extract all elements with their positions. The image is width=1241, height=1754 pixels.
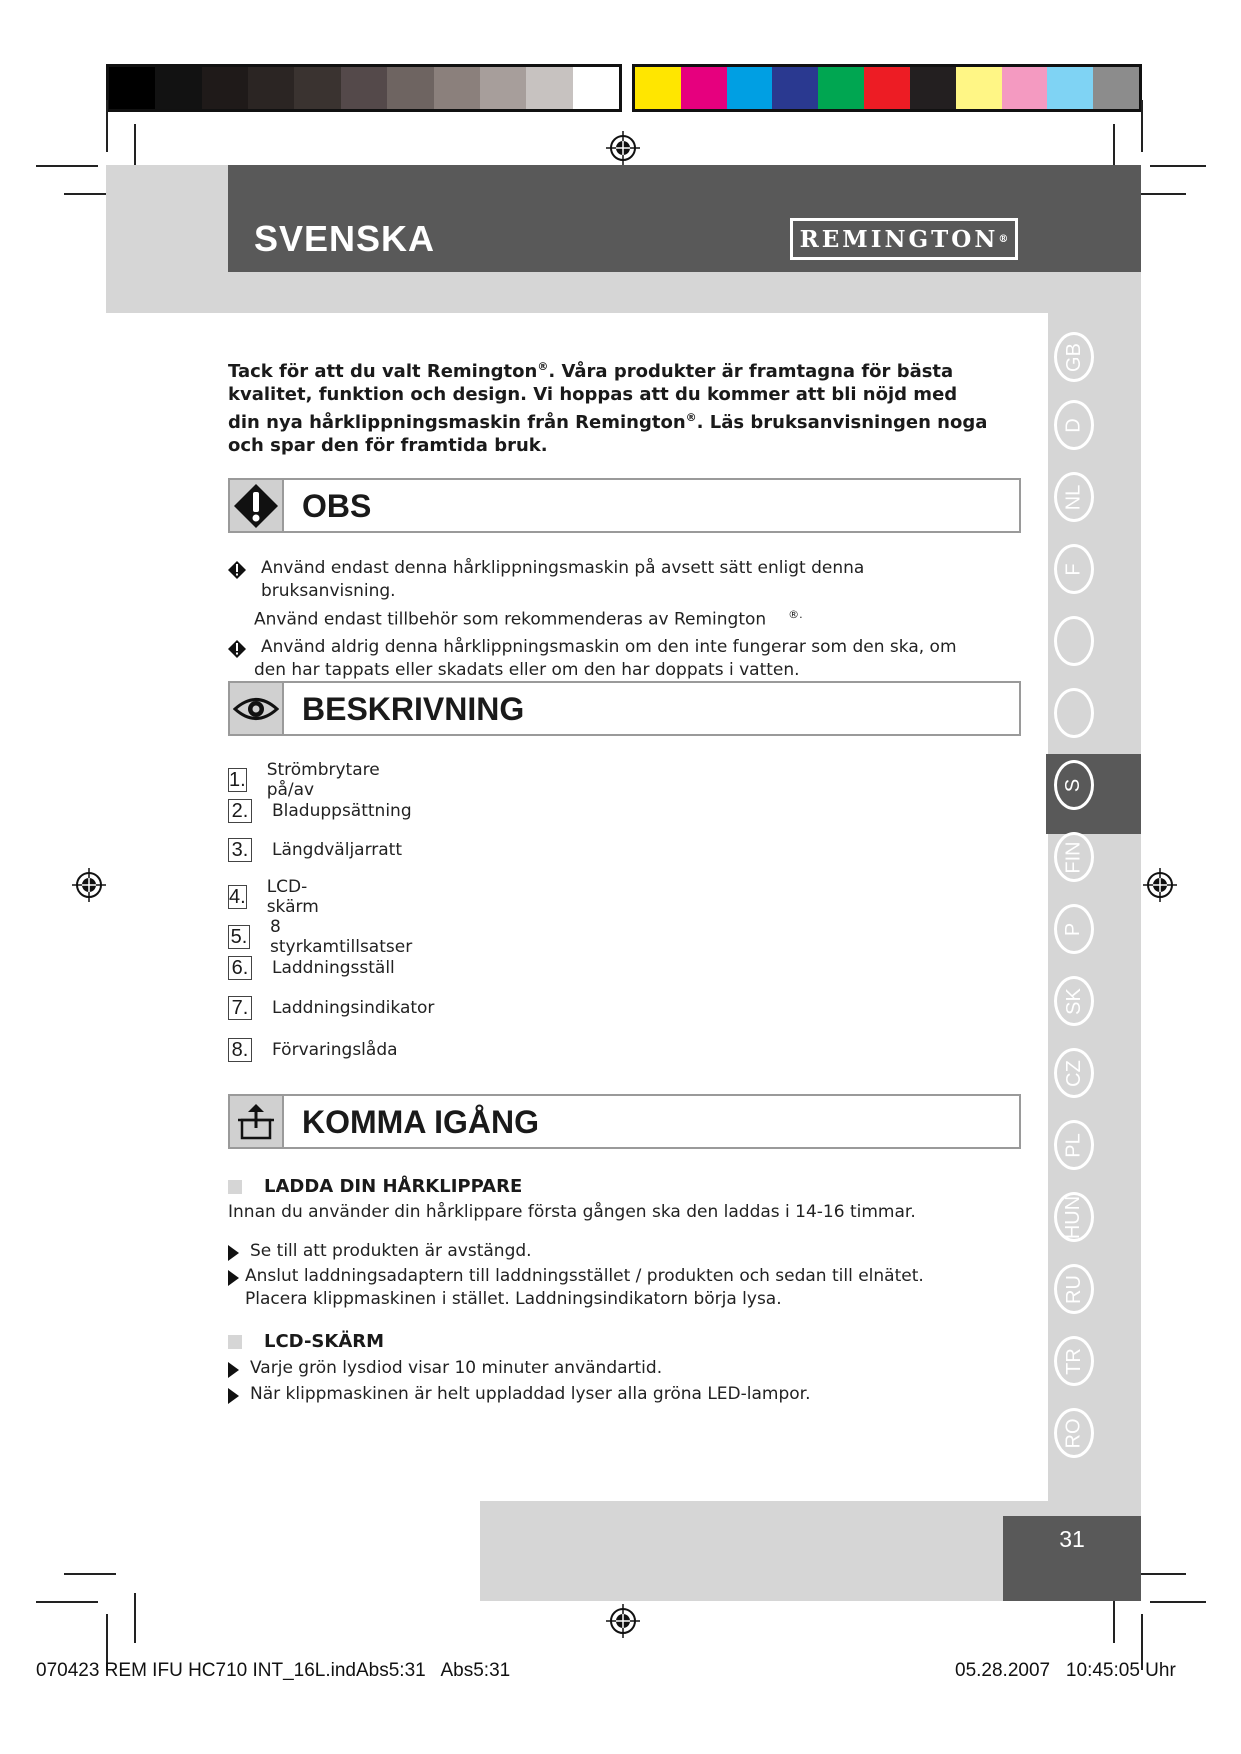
charge-steps [228, 1240, 988, 1311]
language-tab-p[interactable] [1054, 904, 1094, 954]
intro-reg-1: ® [537, 360, 549, 373]
list-item [228, 917, 414, 957]
language-tab-gb[interactable] [1054, 332, 1094, 382]
item-number: 3. [228, 838, 252, 862]
obs-bullet-2: Använd aldrig denna hårklippningsmaskin om den inte fungerar som den ska, om den har tappats eller skadats eller om den har doppats i vatten. [254, 636, 957, 680]
item-number: 8. [228, 1038, 252, 1062]
arrow-bullet-icon [228, 1270, 239, 1286]
item-label: Förvaringslåda [272, 1040, 398, 1060]
language-tab-label: RO [1062, 1418, 1085, 1448]
color-swatch [681, 67, 727, 109]
obs-bullet-1-text: Använd endast tillbehör som rekommenderas av Remington [254, 609, 767, 630]
warning-bullet-icon [228, 640, 246, 658]
intro-reg-2: ® [685, 411, 697, 424]
crop-mark [64, 1573, 116, 1575]
gray-swatch [573, 67, 619, 109]
language-tab-label: RU [1062, 1274, 1085, 1304]
color-swatch [772, 67, 818, 109]
obs-title: OBS [302, 488, 372, 524]
language-tab-label: P [1062, 922, 1085, 936]
warning-icon [230, 480, 284, 531]
grayscale-calibration-bar [106, 64, 622, 112]
gray-swatch [109, 67, 155, 109]
language-tab-ro[interactable] [1054, 1408, 1094, 1458]
item-number: 5. [228, 925, 250, 949]
square-bullet [228, 1180, 242, 1194]
item-number: 1. [229, 768, 246, 791]
description-heading [228, 681, 1021, 736]
language-tab-cz[interactable] [1054, 1048, 1094, 1098]
item-number: 6. [228, 956, 252, 980]
lcd-step-1: Varje grön lysdiod visar 10 minuter användartid. [250, 1358, 663, 1378]
obs-bullet-1-reg: ®. [788, 608, 803, 621]
crop-mark [1141, 100, 1143, 152]
description-title: BESKRIVNING [302, 691, 525, 727]
warning-bullet-icon [228, 561, 246, 579]
language-tab-sk[interactable] [1054, 976, 1094, 1026]
language-tab-label: TR [1062, 1347, 1085, 1375]
language-tab-pl[interactable] [1054, 1120, 1094, 1170]
registration-mark [606, 1604, 640, 1638]
language-tab-label: CZ [1062, 1059, 1085, 1087]
crop-mark [1150, 165, 1206, 167]
item-number: 7. [228, 996, 252, 1020]
charge-heading-text: LADDA DIN HÅRKLIPPARE [264, 1176, 523, 1197]
language-tab-ru[interactable] [1054, 1264, 1094, 1314]
item-label: LCD-skärm [266, 877, 319, 917]
charge-subheading [228, 1176, 522, 1197]
language-tab-label: D [1062, 417, 1085, 433]
color-calibration-bar [632, 64, 1142, 112]
language-tab-label: PL [1062, 1132, 1085, 1158]
color-swatch [818, 67, 864, 109]
print-slug-right: 05.28.2007 10:45:05 Uhr [955, 1660, 1176, 1681]
language-tab-blank[interactable] [1054, 688, 1094, 738]
crop-mark [134, 1593, 136, 1643]
frame-top-band [106, 272, 1141, 313]
lcd-step-2: När klippmaskinen är helt uppladdad lyser alla gröna LED-lampor. [250, 1384, 811, 1404]
list-item [228, 1357, 988, 1380]
brand-logo [790, 218, 1018, 260]
square-bullet [228, 1335, 242, 1349]
registration-mark [1143, 868, 1177, 902]
list-item [228, 1038, 398, 1062]
item-number: 4. [229, 885, 246, 908]
gray-swatch [526, 67, 572, 109]
arrow-bullet-icon [228, 1388, 239, 1404]
charge-step-2: Anslut laddningsadaptern till laddningsstället / produkten och sedan till elnätet. Placera klippmaskinen i stället. Laddningsindikatorn börja lysa. [245, 1266, 924, 1309]
item-label: 8 styrkamtillsatser [270, 917, 413, 957]
list-item [228, 799, 412, 823]
item-label: Strömbrytare på/av [266, 760, 380, 800]
item-label: Längdväljarratt [272, 840, 403, 860]
list-item [228, 557, 988, 632]
obs-bullet-1-line-2 [254, 603, 988, 632]
list-item [228, 760, 385, 800]
language-tab-label: HUN [1062, 1195, 1085, 1239]
gray-swatch [480, 67, 526, 109]
language-tab-blank[interactable] [1054, 616, 1094, 666]
language-tab-label: F [1062, 562, 1085, 576]
language-tab-d[interactable] [1054, 400, 1094, 450]
list-item [228, 1240, 988, 1263]
box-icon [230, 1096, 284, 1147]
language-tab-f[interactable] [1054, 544, 1094, 594]
color-swatch [864, 67, 910, 109]
charge-text: Innan du använder din hårklippare första gången ska den laddas i 14-16 timmar. [228, 1202, 916, 1222]
language-tab-label: NL [1062, 484, 1085, 510]
brand-logo-text: REMINGTON [799, 225, 999, 253]
arrow-bullet-icon [228, 1245, 239, 1261]
language-tab-label: SK [1062, 987, 1085, 1015]
color-swatch [1047, 67, 1093, 109]
lcd-heading-text: LCD-SKÄRM [264, 1331, 385, 1352]
list-item [228, 956, 395, 980]
registration-mark [606, 131, 640, 165]
gray-swatch [294, 67, 340, 109]
list-item [228, 1383, 988, 1406]
language-tab-label: S [1062, 778, 1085, 792]
gray-swatch [434, 67, 480, 109]
language-tab-fin[interactable] [1054, 832, 1094, 882]
list-item [228, 877, 324, 917]
color-swatch [1093, 67, 1139, 109]
intro-text-2: . Våra produkter är framtagna för bästa kvalitet, funktion och design. Vi hoppas att du kommer att bli nöjd med din nya hårklippningsmaskin från Remington [228, 361, 958, 433]
lcd-subheading [228, 1331, 384, 1352]
gray-swatch [387, 67, 433, 109]
language-tab-label: GB [1062, 342, 1085, 372]
language-tab-hun[interactable] [1054, 1192, 1094, 1242]
gray-swatch [248, 67, 294, 109]
gray-swatch [155, 67, 201, 109]
page-number: 31 [1003, 1516, 1141, 1601]
color-swatch [956, 67, 1002, 109]
crop-mark [1150, 1601, 1206, 1603]
language-tab-tr[interactable] [1054, 1336, 1094, 1386]
list-item [228, 1265, 988, 1311]
obs-bullet-1-line-1: Använd endast denna hårklippningsmaskin på avsett sätt enligt denna bruksanvisning. [261, 558, 865, 601]
color-swatch [910, 67, 956, 109]
getting-started-title: KOMMA IGÅNG [302, 1104, 540, 1140]
language-tab-nl[interactable] [1054, 472, 1094, 522]
obs-bullets [228, 557, 988, 682]
item-label: Bladuppsättning [272, 801, 412, 821]
crop-mark [106, 100, 108, 152]
item-label: Laddningsindikator [272, 998, 435, 1018]
registered-mark: ® [998, 233, 1009, 245]
item-number: 2. [228, 799, 252, 823]
gray-swatch [341, 67, 387, 109]
registration-mark [72, 868, 106, 902]
gray-swatch [202, 67, 248, 109]
color-swatch [1002, 67, 1048, 109]
print-slug-left: 070423 REM IFU HC710 INT_16L.indAbs5:31 Abs5:31 [36, 1660, 511, 1681]
list-item [228, 838, 402, 862]
crop-mark [36, 165, 98, 167]
getting-started-heading [228, 1094, 1021, 1149]
intro-text-1: Tack för att du valt Remington [228, 361, 538, 382]
list-item [228, 636, 988, 682]
charge-step-1: Se till att produkten är avstängd. [250, 1241, 532, 1261]
lcd-steps [228, 1357, 988, 1406]
arrow-bullet-icon [228, 1362, 239, 1378]
color-swatch [727, 67, 773, 109]
page-title: SVENSKA [254, 218, 436, 259]
intro-paragraph [228, 355, 988, 457]
list-item [228, 996, 434, 1020]
obs-heading [228, 478, 1021, 533]
language-tab-label: FIN [1062, 840, 1085, 874]
crop-mark [36, 1601, 98, 1603]
item-label: Laddningsställ [272, 958, 395, 978]
eye-icon [230, 683, 284, 734]
intro-text-3: . Läs bruksanvisningen noga och spar den för framtida bruk. [228, 412, 988, 456]
language-tab-s[interactable] [1054, 760, 1094, 810]
color-swatch [635, 67, 681, 109]
